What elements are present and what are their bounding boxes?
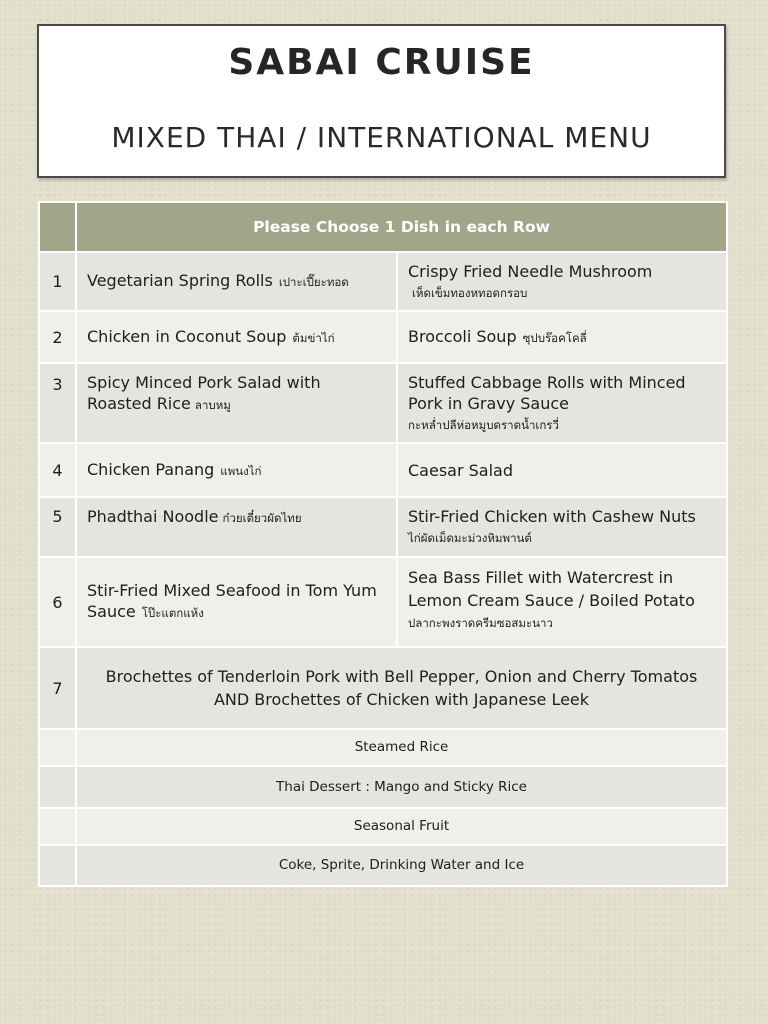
dish-name: Vegetarian Spring Rolls xyxy=(87,271,273,290)
dish-thai-name: เปาะเปี๊ยะทอด xyxy=(278,275,349,289)
dish-option-right xyxy=(397,252,727,311)
menu-row-6 xyxy=(39,557,727,647)
dish-thai-name: ลาบหมู xyxy=(194,398,231,412)
extra-row xyxy=(39,808,727,845)
dish-name: Broccoli Soup xyxy=(408,326,517,346)
dish-brochettes: Brochettes of Tenderloin Pork with Bell Pepper, Onion and Cherry Tomatos AND Brochettes of Chicken with Japanese Leek xyxy=(76,647,727,729)
dish-thai-name: แพนงไก่ xyxy=(220,463,262,478)
extra-drinks: Coke, Sprite, Drinking Water and Ice xyxy=(76,845,727,886)
menu-row-2 xyxy=(39,311,727,363)
dish-option-right xyxy=(397,443,727,497)
page-title: SABAI CRUISE xyxy=(228,42,535,83)
extra-blank-cell xyxy=(39,808,76,845)
extra-dessert: Thai Dessert : Mango and Sticky Rice xyxy=(76,766,727,808)
menu-row-7 xyxy=(39,647,727,729)
extra-steamed-rice: Steamed Rice xyxy=(76,729,727,766)
dish-option-left xyxy=(76,252,397,311)
dish-name: Crispy Fried Needle Mushroom xyxy=(408,262,653,281)
menu-table xyxy=(38,201,728,887)
row-number: 6 xyxy=(39,557,76,647)
extra-blank-cell xyxy=(39,766,76,808)
dish-name: Chicken Panang xyxy=(87,459,215,479)
dish-name: Spicy Minced Pork Salad with Roasted Rice xyxy=(87,373,321,413)
row-number: 4 xyxy=(39,443,76,497)
dish-name: Caesar Salad xyxy=(408,460,513,480)
dish-option-right xyxy=(397,497,727,557)
extra-row xyxy=(39,729,727,766)
extra-row xyxy=(39,845,727,886)
extra-blank-cell xyxy=(39,729,76,766)
dish-name: Stir-Fried Chicken with Cashew Nuts xyxy=(408,507,696,526)
dish-name: Sea Bass Fillet with Watercrest in Lemon Cream Sauce / Boiled Potato xyxy=(408,568,695,610)
row-number: 3 xyxy=(39,363,76,443)
row-number: 2 xyxy=(39,311,76,363)
dish-thai-name: ซุปบร๊อคโคลี่ xyxy=(522,330,587,345)
menu-header: Please Choose 1 Dish in each Row xyxy=(76,202,727,252)
dish-thai-name: โป๊ะแตกแห้ง xyxy=(141,606,204,620)
dish-option-left xyxy=(76,311,397,363)
dish-thai-name: กะหล่ำปลีห่อหมูบดราดน้ำเกรวี่ xyxy=(408,418,559,432)
row-number: 5 xyxy=(39,497,76,557)
dish-option-right xyxy=(397,557,727,647)
header-blank-cell xyxy=(39,202,76,252)
menu-row-5 xyxy=(39,497,727,557)
dish-option-left xyxy=(76,363,397,443)
row-number: 1 xyxy=(39,252,76,311)
dish-thai-name: ไก่ผัดเม็ดมะม่วงหิมพานต์ xyxy=(408,531,532,545)
dish-thai-name: เห็ดเข็มทองหทอดกรอบ xyxy=(412,286,528,300)
dish-option-right xyxy=(397,311,727,363)
extra-blank-cell xyxy=(39,845,76,886)
dish-name: Stuffed Cabbage Rolls with Minced Pork in Gravy Sauce xyxy=(408,373,686,413)
dish-option-right xyxy=(397,363,727,443)
dish-thai-name: ปลากะพงราดครีมซอสมะนาว xyxy=(408,616,553,630)
dish-option-left xyxy=(76,443,397,497)
dish-thai-name: ก๋วยเตี๋ยวผัดไทย xyxy=(222,511,302,525)
title-box xyxy=(37,24,726,178)
dish-thai-name: ต้มข่าไก่ xyxy=(292,330,335,345)
dish-name: Phadthai Noodle xyxy=(87,507,219,526)
extra-row xyxy=(39,766,727,808)
menu-row-4 xyxy=(39,443,727,497)
menu-header-row xyxy=(39,202,727,252)
page-subtitle: MIXED THAI / INTERNATIONAL MENU xyxy=(111,121,652,154)
menu-row-1 xyxy=(39,252,727,311)
extra-fruit: Seasonal Fruit xyxy=(76,808,727,845)
dish-name: Stir-Fried Mixed Seafood in Tom Yum Sauce xyxy=(87,581,377,621)
dish-name: Chicken in Coconut Soup xyxy=(87,326,287,346)
row-number: 7 xyxy=(39,647,76,729)
menu-row-3 xyxy=(39,363,727,443)
dish-option-left xyxy=(76,557,397,647)
dish-option-left xyxy=(76,497,397,557)
